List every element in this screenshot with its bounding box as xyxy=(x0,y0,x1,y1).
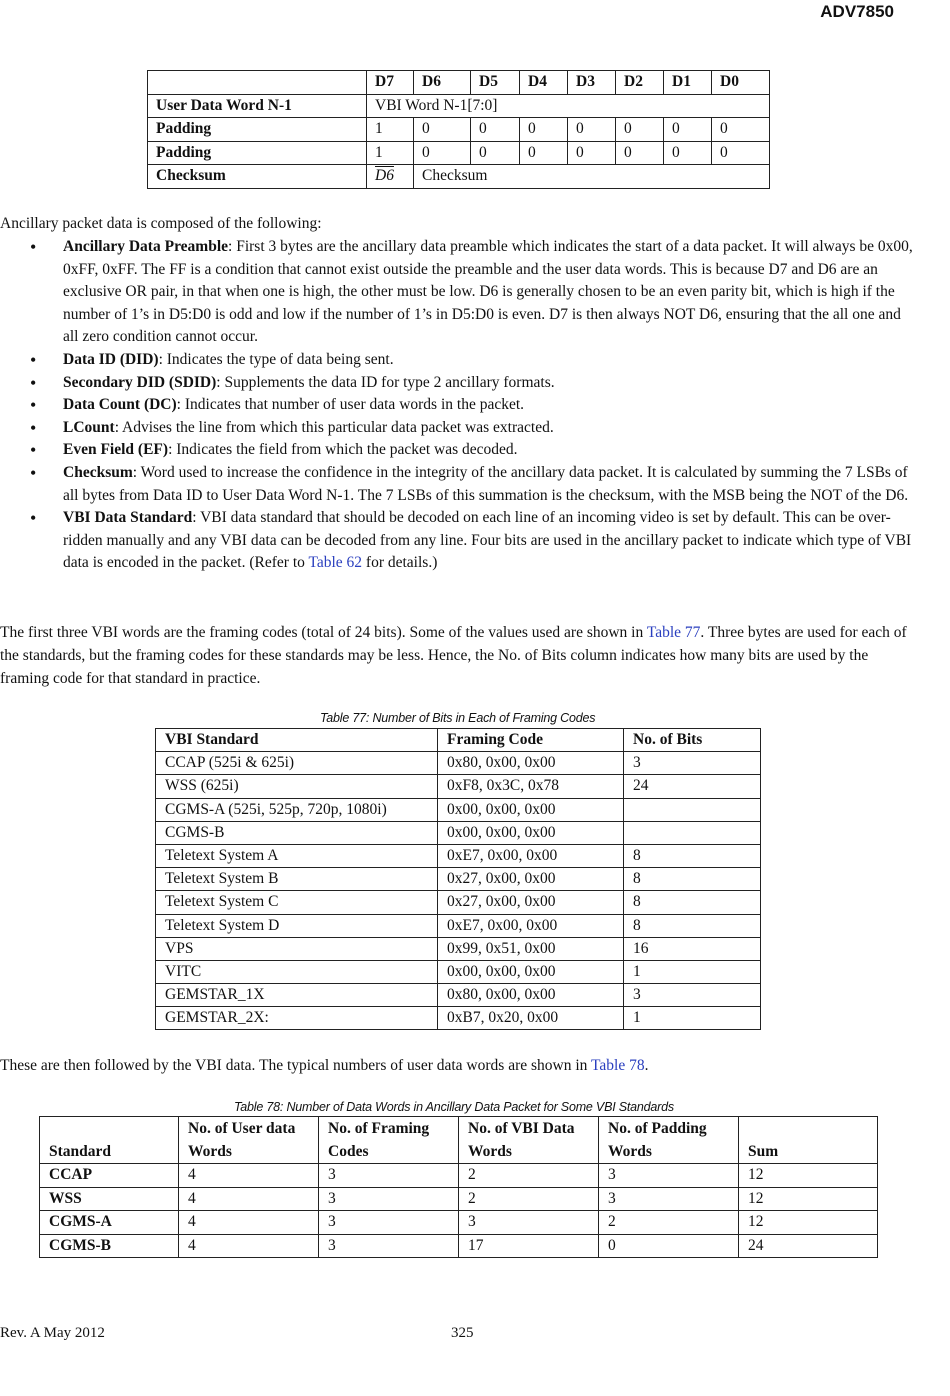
table-header-cell: VBI Standard xyxy=(156,729,438,752)
definition: : Indicates that number of user data words in the packet. xyxy=(176,396,525,414)
table-cell: 1 xyxy=(367,118,414,142)
table-row xyxy=(156,914,761,937)
paragraph-text: . Three bytes are used for each of the standards, but the framing codes for these standards may be less. Hence, the No. of Bits column indicates how many bits are used by the framing code for that standard in practice. xyxy=(0,624,907,687)
table-row xyxy=(148,165,770,189)
table-cell: 8 xyxy=(624,891,761,914)
table-cell: 0x99, 0x51, 0x00 xyxy=(438,937,624,960)
table-row xyxy=(148,118,770,142)
definition: for details.) xyxy=(362,554,438,572)
row-label: Checksum xyxy=(148,165,367,189)
table-cell: 3 xyxy=(319,1211,459,1235)
table-cell: 4 xyxy=(179,1187,319,1211)
table-cell: VITC xyxy=(156,960,438,983)
table-cell: 2 xyxy=(599,1211,739,1235)
paragraph-text: . xyxy=(644,1057,649,1074)
table-cell: 0x00, 0x00, 0x00 xyxy=(438,960,624,983)
definition: : VBI data standard that should be decoded on each line of an incoming video is set by default. This can be over-ridden manually and any VBI data can be decoded from any line. Four bits are used in the ancillary packet to indicate which type of VBI data is encoded in the packet. (Refer to xyxy=(63,509,912,572)
table-row xyxy=(156,960,761,983)
table-cell: VBI Word N-1[7:0] xyxy=(367,94,770,118)
table-cell: 0 xyxy=(568,118,616,142)
table-cell: 8 xyxy=(624,844,761,867)
table-header-cell xyxy=(148,71,367,95)
table-header-cell: D5 xyxy=(471,71,520,95)
table-cell: 1 xyxy=(624,960,761,983)
table-cell: 3 xyxy=(319,1164,459,1188)
table-cell: Teletext System A xyxy=(156,844,438,867)
term: Ancillary Data Preamble xyxy=(63,238,229,255)
table-cell: 3 xyxy=(599,1164,739,1188)
term: LCount xyxy=(63,418,115,436)
table-cell: CGMS-B xyxy=(40,1234,179,1258)
term: Data Count (DC) xyxy=(63,396,177,414)
table-cell: 0 xyxy=(471,141,520,165)
table-cell: 4 xyxy=(179,1234,319,1258)
table-cell: 0 xyxy=(616,141,664,165)
table-cell: 0x80, 0x00, 0x00 xyxy=(438,984,624,1007)
table-78-link[interactable]: Table 78 xyxy=(591,1057,645,1074)
table-row xyxy=(156,891,761,914)
bit-layout-table xyxy=(147,70,770,189)
table-row xyxy=(156,1007,761,1030)
table-cell: 8 xyxy=(624,868,761,891)
table-cell: 0 xyxy=(568,141,616,165)
table-cell: 4 xyxy=(179,1164,319,1188)
table-cell: VPS xyxy=(156,937,438,960)
definition: : Advises the line from which this particular data packet was extracted. xyxy=(114,418,554,436)
table-cell: CGMS-B xyxy=(156,821,438,844)
d6-bar-symbol: D6 xyxy=(375,167,394,185)
table-cell xyxy=(624,798,761,821)
vbi-data-paragraph xyxy=(0,1054,915,1077)
table-header-cell: D2 xyxy=(616,71,664,95)
term: Even Field (EF) xyxy=(63,441,169,459)
table-cell: 2 xyxy=(459,1187,599,1211)
table-cell: 3 xyxy=(599,1187,739,1211)
table-cell xyxy=(624,821,761,844)
table-cell: 0xB7, 0x20, 0x00 xyxy=(438,1007,624,1030)
row-label: Padding xyxy=(148,118,367,142)
document-title: ADV7850 xyxy=(820,2,894,21)
table-row xyxy=(156,775,761,798)
table-header-cell: No. of Padding Words xyxy=(599,1117,739,1164)
table-cell: 0 xyxy=(520,118,568,142)
table-78-caption: Table 78: Number of Data Words in Ancillary Data Packet for Some VBI Standards xyxy=(234,1100,674,1114)
table-cell: CGMS-A (525i, 525p, 720p, 1080i) xyxy=(156,798,438,821)
table-cell: Checksum xyxy=(414,165,770,189)
table-cell: 17 xyxy=(459,1234,599,1258)
revision-footer: Rev. A May 2012 xyxy=(0,1325,105,1341)
table-cell: 24 xyxy=(624,775,761,798)
definition: : Word used to increase the confidence in the integrity of the ancillary data packet. It is calculated by summing the 7 LSBs of all bytes from Data ID to User Data Word N-1. The 7 LSBs of this summation is the checksum, with the MSB being the NOT of the D6. xyxy=(63,463,909,504)
table-row xyxy=(156,844,761,867)
list-item xyxy=(0,417,920,440)
table-row xyxy=(156,798,761,821)
list-item xyxy=(0,349,920,372)
table-cell: 4 xyxy=(179,1211,319,1235)
list-item xyxy=(0,394,920,417)
table-62-link[interactable]: Table 62 xyxy=(308,554,363,572)
definition: : First 3 bytes are the ancillary data preamble which indicates the start of a data packet. It will always be 0x00, 0xFF, 0xFF. The FF is a condition that cannot exist outside the preamble and the user data words. This is because D7 and D6 are an exclusive OR pair, in that when one is high, the other must be low. D6 is generally chosen to be an even parity bit, which is high if the number of 1’s in D5:D0 is odd and low if the number of 1’s in D5:D0 is even. D7 is then always NOT D6, ensuring that the all one and all zero condition cannot occur. xyxy=(63,238,913,346)
list-item xyxy=(0,372,920,395)
definition: : Indicates the field from which the packet was decoded. xyxy=(168,441,518,459)
table-cell: 0 xyxy=(712,118,770,142)
intro-text: Ancillary packet data is composed of the following: xyxy=(0,215,322,232)
table-cell xyxy=(367,165,414,189)
table-cell: WSS (625i) xyxy=(156,775,438,798)
row-label: User Data Word N-1 xyxy=(148,94,367,118)
table-row xyxy=(40,1187,878,1211)
table-77-caption: Table 77: Number of Bits in Each of Framing Codes xyxy=(320,711,596,725)
table-row xyxy=(148,71,770,95)
table-cell: 12 xyxy=(739,1164,878,1188)
table-cell: CCAP (525i & 625i) xyxy=(156,752,438,775)
page-number: 325 xyxy=(451,1325,474,1341)
term: Secondary DID (SDID) xyxy=(63,373,217,391)
table-header-cell: D0 xyxy=(712,71,770,95)
paragraph-text: The first three VBI words are the framing codes (total of 24 bits). Some of the values used are shown in xyxy=(0,624,647,641)
table-row xyxy=(40,1234,878,1258)
row-label: Padding xyxy=(148,141,367,165)
table-cell: Teletext System D xyxy=(156,914,438,937)
table-cell: 0xE7, 0x00, 0x00 xyxy=(438,844,624,867)
table-cell: 0 xyxy=(616,118,664,142)
table-header-cell: D3 xyxy=(568,71,616,95)
table-row xyxy=(156,729,761,752)
table-cell: 24 xyxy=(739,1234,878,1258)
table-cell: 12 xyxy=(739,1187,878,1211)
table-header-cell: D4 xyxy=(520,71,568,95)
term: Data ID (DID) xyxy=(63,350,159,368)
table-header-cell: Framing Code xyxy=(438,729,624,752)
table-header-cell: D1 xyxy=(664,71,712,95)
table-cell: 1 xyxy=(367,141,414,165)
table-cell: 0x27, 0x00, 0x00 xyxy=(438,868,624,891)
table-row xyxy=(40,1117,878,1164)
table-cell: 1 xyxy=(624,1007,761,1030)
term: VBI Data Standard xyxy=(63,509,193,527)
table-header-cell: No. of User data Words xyxy=(179,1117,319,1164)
table-row xyxy=(156,984,761,1007)
table-row xyxy=(148,141,770,165)
table-header-cell: Sum xyxy=(739,1117,878,1164)
table-cell: 3 xyxy=(624,984,761,1007)
table-header-cell: No. of Framing Codes xyxy=(319,1117,459,1164)
table-cell: 3 xyxy=(624,752,761,775)
definition-list xyxy=(0,236,920,575)
table-header-cell: Standard xyxy=(40,1117,179,1164)
table-77-link[interactable]: Table 77 xyxy=(646,624,701,641)
table-cell: 0x00, 0x00, 0x00 xyxy=(438,798,624,821)
list-item xyxy=(0,236,920,349)
list-item xyxy=(0,439,920,462)
table-cell: CGMS-A xyxy=(40,1211,179,1235)
table-cell: GEMSTAR_2X: xyxy=(156,1007,438,1030)
list-item xyxy=(0,462,920,507)
table-cell: 0x80, 0x00, 0x00 xyxy=(438,752,624,775)
table-row xyxy=(156,868,761,891)
table-row xyxy=(156,937,761,960)
table-cell: 0x00, 0x00, 0x00 xyxy=(438,821,624,844)
table-cell: 0 xyxy=(664,118,712,142)
table-cell: Teletext System B xyxy=(156,868,438,891)
table-header-cell: No. of Bits xyxy=(624,729,761,752)
table-cell: 0 xyxy=(520,141,568,165)
table-cell: 8 xyxy=(624,914,761,937)
table-header-cell: D6 xyxy=(414,71,471,95)
table-cell: GEMSTAR_1X xyxy=(156,984,438,1007)
framing-paragraph xyxy=(0,621,915,690)
paragraph-text: These are then followed by the VBI data. The typical numbers of user data words are shown in xyxy=(0,1057,591,1074)
table-cell: 0 xyxy=(664,141,712,165)
table-cell: 0 xyxy=(712,141,770,165)
table-row xyxy=(40,1164,878,1188)
term: Checksum xyxy=(63,463,133,481)
table-cell: 3 xyxy=(319,1234,459,1258)
table-cell: 2 xyxy=(459,1164,599,1188)
table-header-cell: D7 xyxy=(367,71,414,95)
table-77 xyxy=(155,728,761,1030)
table-cell: Teletext System C xyxy=(156,891,438,914)
table-cell: 12 xyxy=(739,1211,878,1235)
table-row xyxy=(156,821,761,844)
table-cell: 3 xyxy=(459,1211,599,1235)
table-cell: 0xE7, 0x00, 0x00 xyxy=(438,914,624,937)
table-78 xyxy=(39,1116,878,1258)
table-cell: 0 xyxy=(414,118,471,142)
definition: : Indicates the type of data being sent. xyxy=(158,350,394,368)
table-row xyxy=(40,1211,878,1235)
table-cell: 0 xyxy=(414,141,471,165)
table-cell: CCAP xyxy=(40,1164,179,1188)
table-cell: 0 xyxy=(471,118,520,142)
table-cell: WSS xyxy=(40,1187,179,1211)
list-item xyxy=(0,507,920,575)
table-row xyxy=(156,752,761,775)
table-cell: 0xF8, 0x3C, 0x78 xyxy=(438,775,624,798)
table-cell: 16 xyxy=(624,937,761,960)
definition: : Supplements the data ID for type 2 ancillary formats. xyxy=(216,373,555,391)
table-cell: 3 xyxy=(319,1187,459,1211)
table-header-cell: No. of VBI Data Words xyxy=(459,1117,599,1164)
table-cell: 0 xyxy=(599,1234,739,1258)
table-cell: 0x27, 0x00, 0x00 xyxy=(438,891,624,914)
table-row xyxy=(148,94,770,118)
